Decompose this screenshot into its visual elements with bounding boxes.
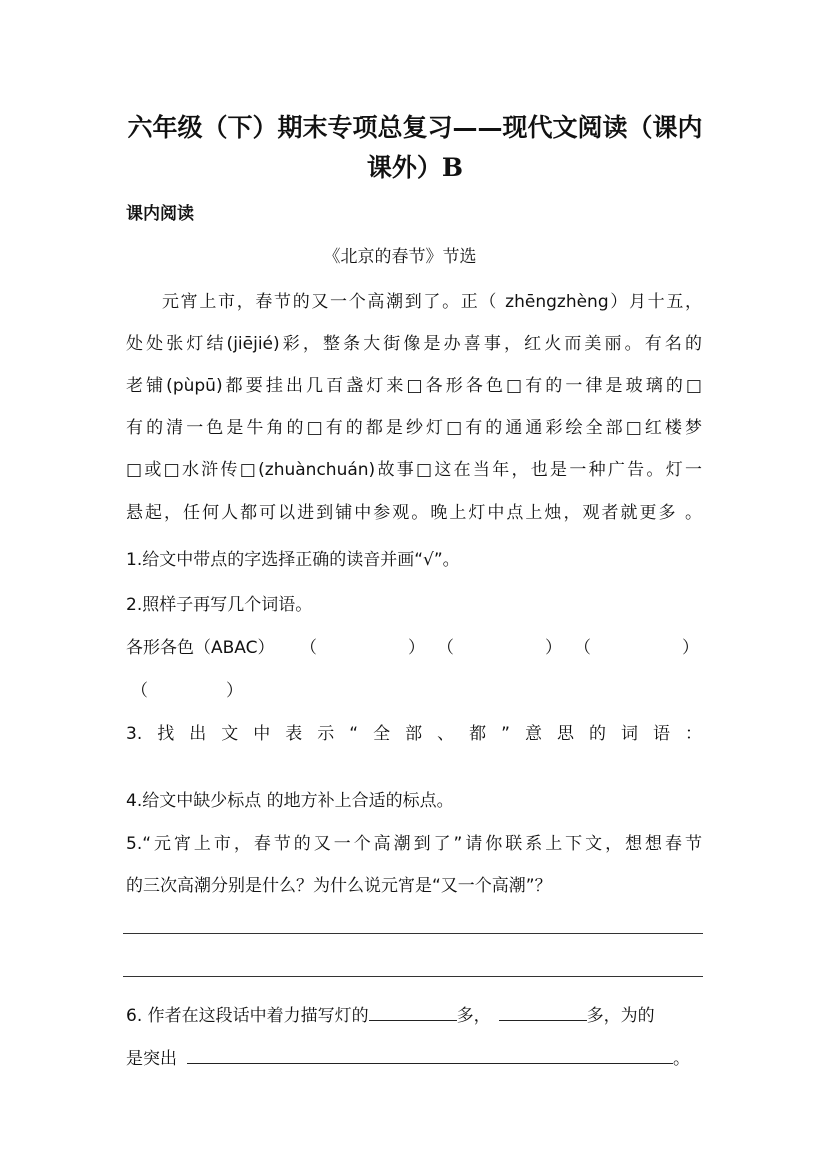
question-4: 4.给文中缺少标点 的地方补上合适的标点。 [126, 791, 454, 811]
answer-paren-open-2: （ [437, 638, 454, 658]
question-2-example: 各形各色（ABAC） [126, 638, 275, 658]
passage-line-2: 处处张灯结(jiējié)彩，整条大街像是办喜事，红火而美丽。有名的 [126, 334, 702, 354]
passage-line-6: 悬起，任何人都可以进到铺中参观。晚上灯中点上烛，观者就更多 。 [126, 503, 702, 523]
answer-paren-close-2: ） [545, 638, 562, 658]
question-3: 3.找出文中表示“全部、都”意思的词语： [126, 724, 702, 744]
passage-line-4: 有的清一色是牛角的□有的都是纱灯□有的通通彩绘全部□红楼梦 [126, 418, 702, 438]
question-6-line-1 [126, 1001, 655, 1026]
answer-paren-close-1: ） [408, 638, 425, 658]
question-6-text-a: 6. 作者在这段话中着力描写灯的 [126, 1006, 369, 1026]
answer-blank-1[interactable] [369, 1002, 457, 1021]
passage-line-3: 老铺(pùpū)都要挂出几百盏灯来□各形各色□有的一律是玻璃的□ [126, 376, 702, 396]
passage-title: 《北京的春节》节选 [323, 247, 477, 267]
answer-blank-2[interactable] [499, 1002, 587, 1021]
answer-blank-3[interactable] [187, 1045, 673, 1064]
question-5-line-1: 5.“元宵上市，春节的又一个高潮到了”请你联系上下文，想想春节 [126, 834, 702, 854]
answer-paren-open-4: （ [131, 681, 148, 701]
question-2: 2.照样子再写几个词语。 [126, 595, 313, 615]
section-heading: 课内阅读 [126, 204, 194, 224]
question-6-text-d: 是突出 [126, 1049, 177, 1069]
title-line-2: 课外）B [366, 153, 464, 182]
question-1: 1.给文中带点的字选择正确的读音并画“√”。 [126, 550, 460, 570]
passage-line-1: 元宵上市，春节的又一个高潮到了。正（ zhēngzhèng）月十五， [162, 292, 702, 312]
answer-paren-close-4: ） [226, 681, 243, 701]
question-6-text-end: 。 [673, 1049, 690, 1069]
answer-paren-open-1: （ [300, 638, 317, 658]
question-6-text-c: 多，为的 [586, 1006, 655, 1026]
title-line-1: 六年级（下）期末专项总复习——现代文阅读（课内 [127, 113, 703, 142]
answer-paren-open-3: （ [574, 638, 591, 658]
passage-line-5: □或□水浒传□(zhuànchuán)故事□这在当年，也是一种广告。灯一 [126, 460, 702, 480]
question-6-line-2 [126, 1044, 690, 1069]
answer-line-2[interactable] [123, 976, 703, 977]
question-5-line-2: 的三次高潮分别是什么？为什么说元宵是“又一个高潮”？ [126, 876, 552, 896]
answer-paren-close-3: ） [682, 638, 699, 658]
question-6-text-b: 多， [456, 1006, 491, 1026]
answer-line-1[interactable] [123, 933, 703, 934]
